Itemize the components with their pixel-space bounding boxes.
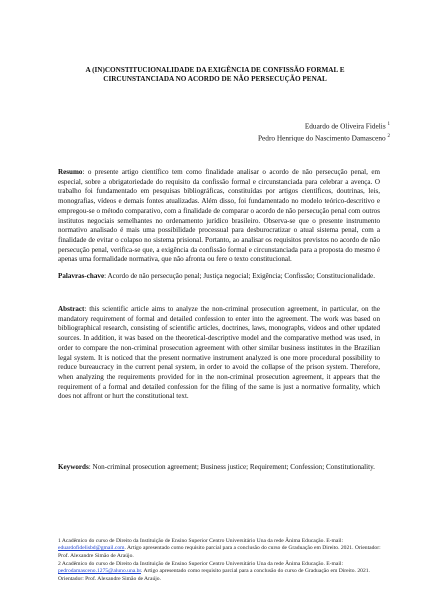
paper-title [58, 66, 372, 85]
abstract-paragraph [58, 305, 380, 402]
author-2 [258, 131, 390, 143]
palavras-chave-text: : Acordo de não persecução penal; Justiça negocial; Exigência; Confissão; Constitucionalidade. [104, 272, 375, 280]
abstract-text: : this scientific article aims to analyze the non-criminal prosecution agreement, in particular, on the mandatory requirement of formal and detailed confession to enter into the agreement. The work was based on bibliographical research, consisting of scientific articles, doctrines, laws, monographs, videos and other updated sources. In addition, it was based on the theoretical-descriptive model and the comparative method was used, in order to compare the non-criminal prosecution agreement with other similar business institutes in the Brazilian legal system. It is noticed that the present normative instrument analyzed is one more procedural possibility to reduce bureaucracy in the current penal system, in order to avoid the collapse of the prison system. Therefore, when analyzing the requirements provided for in the non-criminal prosecution agreement, it appears that the requirement of a formal and detailed confession for the filing of the same is just a normative formality, which does not affront or hurt the constitutional text. [58, 305, 380, 401]
footnote-text: . Artigo apresentado como requisito parcial para a conclusão do curso de Graduação em Direito. 2021. Orientador: Prof. Alexandre Simão de Araújo. [58, 568, 370, 582]
footnote-number: 1 [58, 538, 61, 544]
author-name: Eduardo de Oliveira Fidelis [304, 121, 386, 131]
keywords-paragraph [58, 463, 380, 473]
author-name: Pedro Henrique do Nascimento Damasceno [258, 133, 386, 143]
resumo-text: : o presente artigo científico tem como finalidade analisar o acordo de não persecução penal, em especial, sobre a obrigatoriedade do requisito da confissão formal e circunstanciada para celebrar a avença. O trabalho foi fundamentado em pesquisas bibliográficas, constituídas por artigos científicos, doutrinas, leis, monografias, vídeos e demais fontes atualizadas. Além disso, foi fundamentado no modelo teórico-descritivo e empregou-se o método comparativo, com a finalidade de comparar o acordo de não persecução penal com outros institutos negociais semelhantes no ordenamento jurídico brasileiro. Observa-se que o presente instrumento normativo analisado é mais uma possibilidade processual para desburocratizar o atual sistema penal, com a finalidade de evitar o colapso no sistema prisional. Portanto, ao analisar os requisitos previstos no acordo de não persecução penal, verifica-se que, a exigência da confissão formal e circunstanciada para a proposta do mesmo é apenas uma formalidade normativa, que não afronta ou fere o texto constitucional. [58, 168, 380, 264]
palavras-chave-label: Palavras-chave [58, 272, 105, 280]
resumo-label: Resumo [58, 168, 83, 176]
footnote-marker: 1 [387, 122, 390, 127]
email-link[interactable]: eduardofidelisbd@gmail.com [58, 545, 125, 552]
author-1 [258, 119, 390, 131]
footnote-2 [58, 561, 386, 583]
footnote-text: Acadêmico do curso de Direito da Instituição de Ensino Superior Centro Universitário Una da rede Ânima Educação. E-mail: [60, 560, 344, 567]
resumo-paragraph [58, 168, 380, 265]
footnote-text: Acadêmico do curso de Direito da Instituição de Ensino Superior Centro Universitário Una da rede Ânima Educação. E-mail: [60, 538, 344, 544]
footnote-number: 2 [58, 560, 61, 567]
keywords-text: : Non-criminal prosecution agreement; Business justice; Requirement; Confession; Constitutionality. [88, 463, 375, 471]
paper-title-line-2: CIRCUNSTANCIADA NO ACORDO DE NÃO PERSECUÇÃO PENAL [103, 75, 327, 84]
abstract-label: Abstract [58, 305, 85, 313]
paper-title-line-1: A (IN)CONSTITUCIONALIDADE DA EXIGÊNCIA DE CONFISSÃO FORMAL E [85, 66, 345, 74]
footnote-text: . Artigo apresentado como requisito parcial para a conclusão do curso de Graduação em Direito. 2021. Orientador: Prof. Alexandre Simão de Araújo. [58, 545, 381, 559]
footnote-marker: 2 [387, 134, 390, 140]
email-link[interactable]: pedrodamasceno.1275@aluno.una.br [58, 568, 141, 575]
palavras-chave-paragraph [58, 272, 380, 282]
footnote-1 [58, 538, 386, 560]
author-list [258, 119, 390, 144]
footnotes [58, 538, 386, 583]
keywords-label: Keywords [58, 463, 89, 471]
